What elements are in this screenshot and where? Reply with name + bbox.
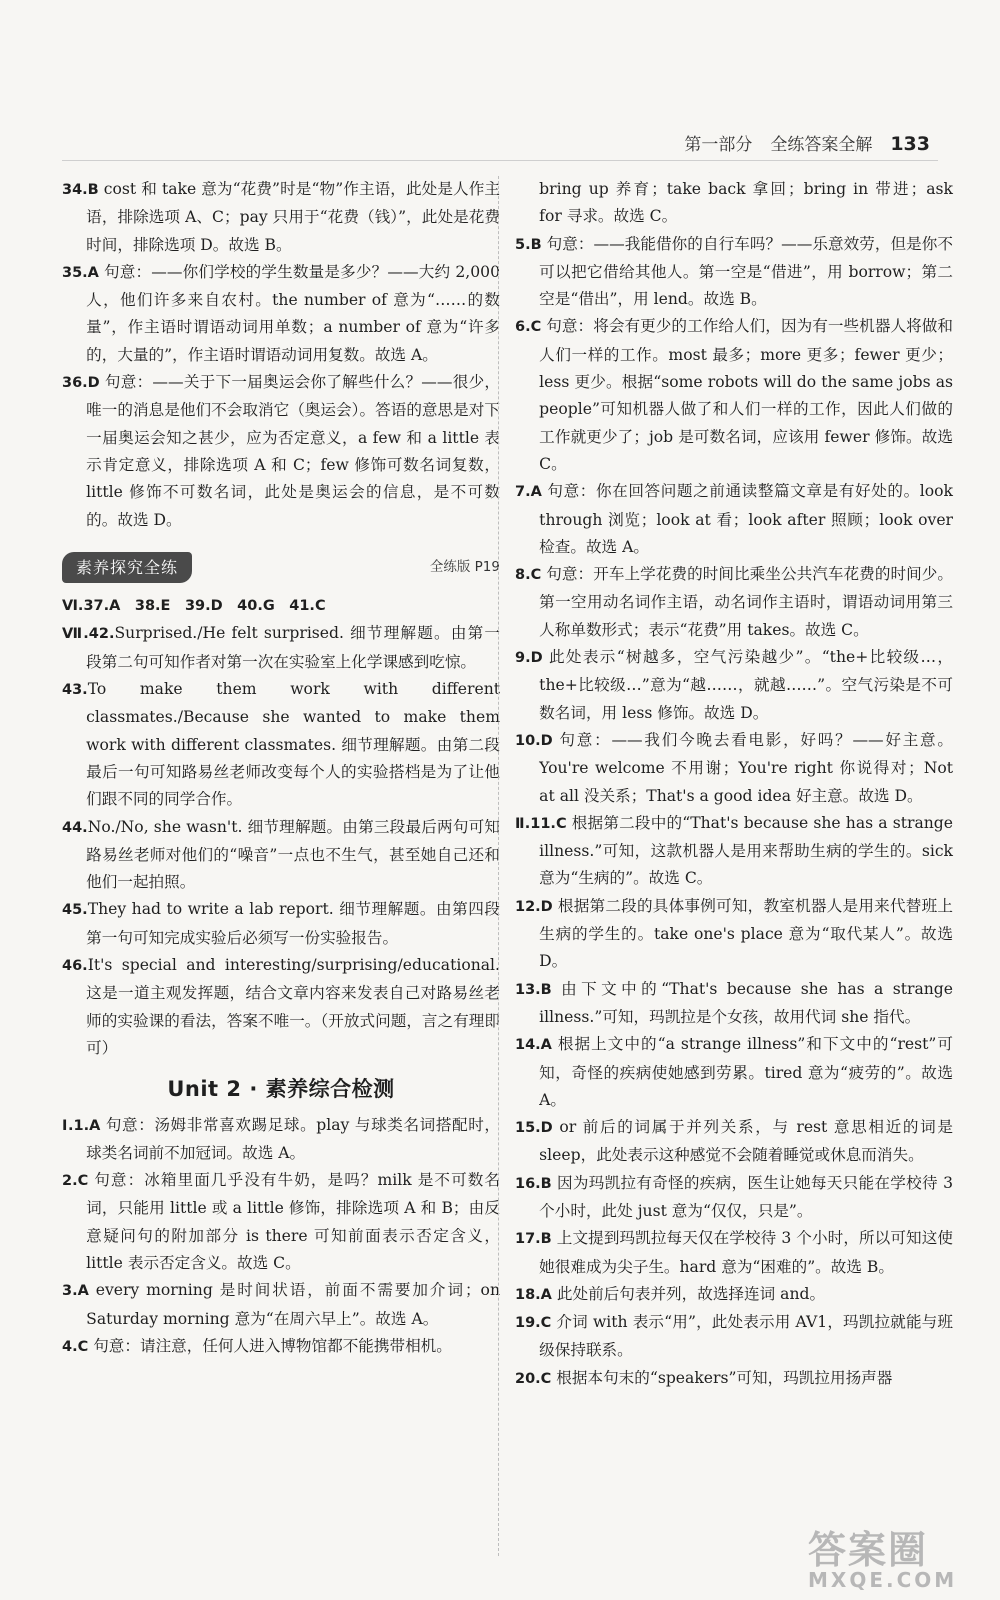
answer-item bbox=[515, 1309, 953, 1365]
answer-number: 43. bbox=[62, 682, 88, 699]
answer-text: It's special and interesting/surprising/educational. 这是一道主观发挥题，结合文章内容来发表自己对路易丝老师的实验课的看法，答案不唯一。（开放式问题，言之有理即可） bbox=[86, 956, 500, 1057]
answer-number: 5.B bbox=[515, 236, 542, 253]
answer-item bbox=[62, 620, 500, 676]
answer-text: No./No, she wasn't. 细节理解题。由第三段最后两句可知路易丝老师对他们的“噪音”一点也不生气，甚至她自己还和他们一起拍照。 bbox=[86, 817, 500, 892]
answer-number: Ⅱ.11.C bbox=[515, 815, 567, 832]
left-column bbox=[62, 176, 500, 1361]
unit-title: Unit 2 · 素养综合检测 bbox=[167, 1077, 395, 1102]
answer-text: 句意：——关于下一届奥运会你了解些什么？——很少，唯一的消息是他们不会取消它（奥运会）。答语的意思是对下一届奥运会知之甚少，应为否定意义，a few 和 a little 表示肯定意义，排除选项 A 和 C；few 修饰可数名词复数，little 修饰不可数名词，此处是奥运会的信息，是不可数的。故选 D。 bbox=[86, 373, 500, 529]
answer-text: They had to write a lab report. 细节理解题。由第四段第一句可知完成实验后必须写一份实验报告。 bbox=[86, 900, 500, 947]
answer-text: 根据第二段的具体事例可知，教室机器人是用来代替班上生病的学生的。take one's place 意为“取代某人”。故选 D。 bbox=[539, 896, 953, 971]
answer-number: 14.A bbox=[515, 1037, 552, 1054]
answer-text: 句意：——你们学校的学生数量是多少？——大约 2,000 人，他们许多来自农村。the number of 意为“……的数量”，作主语时谓语动词用单数；a number of 意为“许多的，大量的”，作主语时谓语动词用复数。故选 A。 bbox=[86, 262, 500, 364]
answer-item bbox=[62, 369, 500, 534]
answer-number: 19.C bbox=[515, 1315, 552, 1332]
answer-text: 句意：汤姆非常喜欢踢足球。play 与球类名词搭配时，球类名词前不加冠词。故选 A。 bbox=[86, 1115, 500, 1162]
answer-number: Ⅶ.42. bbox=[62, 626, 115, 643]
answer-number: 6.C bbox=[515, 319, 542, 336]
answer-text: 上文提到玛凯拉每天仅在学校待 3 个小时，所以可知这使她很难成为尖子生。hard 意为“困难的”。故选 B。 bbox=[539, 1229, 953, 1276]
answer-text: 此处前后句表并列，故选择连词 and。 bbox=[551, 1284, 826, 1303]
watermark-en: MXQE.COM bbox=[808, 1568, 958, 1592]
answer-item bbox=[515, 1365, 953, 1393]
answer-item bbox=[515, 231, 953, 314]
running-header-subtitle: 全练答案全解 bbox=[770, 135, 873, 155]
answer-number: 2.C bbox=[62, 1173, 89, 1190]
answer-item bbox=[62, 1333, 500, 1361]
answer-text: 句意：请注意，任何人进入博物馆都不能携带相机。 bbox=[88, 1336, 452, 1355]
answer-text: bring up 养育；take back 拿回；bring in 带进；ask for 寻求。故选 C。 bbox=[539, 180, 953, 226]
answer-number: 4.C bbox=[62, 1338, 89, 1355]
answer-number: 17.B bbox=[515, 1231, 552, 1248]
answer-number: 20.C bbox=[515, 1370, 552, 1387]
page-header bbox=[684, 130, 930, 155]
answer-number: 46. bbox=[62, 958, 88, 975]
answer-text: or 前后的词属于并列关系，与 rest 意思相近的词是 sleep，此处表示这种感觉不会随着睡觉或休息而消失。 bbox=[539, 1118, 953, 1165]
answer-number: Ⅰ.1.A bbox=[62, 1117, 101, 1134]
running-header-section: 第一部分 bbox=[684, 135, 753, 155]
answer-number: 10.D bbox=[515, 732, 553, 749]
watermark-logo bbox=[808, 1530, 976, 1590]
answer-text: Surprised./He felt surprised. 细节理解题。由第一段第二句可知作者对第一次在实验室上化学课感到吃惊。 bbox=[86, 624, 500, 671]
answer-item bbox=[62, 176, 500, 259]
answer-number: 9.D bbox=[515, 650, 543, 667]
answer-item bbox=[62, 676, 500, 813]
answer-item bbox=[62, 814, 500, 897]
left-answer-list-3 bbox=[62, 1112, 500, 1362]
answer-text: 句意：开车上学花费的时间比乘坐公共汽车花费的时间少。第一空用动名词作主语，动名词作主语时，谓语动词用第三人称单数形式；表示“花费”用 takes。故选 C。 bbox=[539, 565, 953, 639]
right-column bbox=[515, 176, 953, 1393]
answer-item bbox=[515, 1281, 953, 1309]
answer-item bbox=[515, 1031, 953, 1114]
answer-item bbox=[515, 727, 953, 810]
answer-item bbox=[515, 1225, 953, 1281]
header-rule bbox=[62, 160, 938, 161]
answer-text: 根据本句末的“speakers”可知，玛凯拉用扬声器 bbox=[551, 1368, 893, 1387]
answer-number: 34.B bbox=[62, 182, 99, 198]
section-banner bbox=[62, 552, 500, 583]
answer-number: 16.B bbox=[515, 1175, 552, 1192]
left-answer-list bbox=[62, 176, 500, 534]
answer-text: Ⅵ.37.A 38.E 39.D 40.G 41.C bbox=[62, 598, 326, 615]
answer-text: 介词 with 表示“用”，此处表示用 AV1，玛凯拉就能与班级保持联系。 bbox=[539, 1313, 953, 1360]
answer-text: cost 和 take 意为“花费”时是“物”作主语，此处是人作主语，排除选项 A、C；pay 只用于“花费（钱）”，此处是花费时间，排除选项 D。故选 B。 bbox=[86, 180, 500, 254]
answer-text: 因为玛凯拉有奇怪的疾病，医生让她每天只能在学校待 3 个小时，此处 just 意为“仅仅，只是”。 bbox=[539, 1173, 953, 1220]
answer-number: 12.D bbox=[515, 898, 553, 915]
answer-number: 45. bbox=[62, 902, 88, 919]
answer-number: 35.A bbox=[62, 264, 99, 281]
answer-number: 7.A bbox=[515, 484, 542, 501]
answer-number: 15.D bbox=[515, 1120, 553, 1137]
answer-item bbox=[515, 893, 953, 976]
right-answer-list bbox=[515, 176, 953, 1393]
answer-item bbox=[515, 976, 953, 1032]
answer-number: 18.A bbox=[515, 1286, 552, 1303]
answer-item bbox=[515, 1170, 953, 1226]
answer-text: 句意：——我能借你的自行车吗？——乐意效劳，但是你不可以把它借给其他人。第一空是“借进”，用 borrow；第二空是“借出”，用 lend。故选 B。 bbox=[539, 234, 953, 309]
answer-item bbox=[515, 176, 953, 231]
answer-text: 句意：冰箱里面几乎没有牛奶，是吗？milk 是不可数名词，只能用 little 或 a little 修饰，排除选项 A 和 B；由反意疑问句的附加部分 is there 可知前面表示否定含义，little 表示否定含义。故选 C。 bbox=[86, 1171, 500, 1272]
answer-item bbox=[515, 561, 953, 644]
answer-text: 由下文中的“That's because she has a strange illness.”可知，玛凯拉是个女孩，故用代词 she 指代。 bbox=[539, 979, 953, 1026]
answer-text: 句意：——我们今晚去看电影，好吗？——好主意。You're welcome 不用谢；You're right 你说得对；Not at all 没关系；That's a good idea 好主意。故选 D。 bbox=[539, 730, 953, 805]
answer-item bbox=[515, 1114, 953, 1170]
answer-text: 句意：你在回答问题之前通读整篇文章是有好处的。look through 浏览；look at 看；look after 照顾；look over 检查。故选 A。 bbox=[539, 482, 953, 556]
answer-item bbox=[515, 644, 953, 727]
page-number: 133 bbox=[890, 133, 930, 155]
answer-item bbox=[62, 1277, 500, 1333]
answer-number: 44. bbox=[62, 819, 88, 836]
answer-item bbox=[62, 259, 500, 369]
answer-item bbox=[62, 952, 500, 1062]
answer-number: 3.A bbox=[62, 1283, 89, 1300]
answer-text: 根据第二段中的“That's because she has a strange illness.”可知，这款机器人是用来帮助生病的学生的。sick 意为“生病的”。故选 C。 bbox=[539, 813, 953, 888]
answer-text: 根据上文中的“a strange illness”和下文中的“rest”可知，奇怪的疾病使她感到劳累。tired 意为“疲劳的”。故选 A。 bbox=[539, 1035, 953, 1109]
column-divider bbox=[498, 176, 499, 1556]
left-answer-list-2 bbox=[62, 593, 500, 1062]
answer-item bbox=[515, 313, 953, 478]
answer-item bbox=[515, 810, 953, 893]
answer-text: every morning 是时间状语，前面不需要加介词；on Saturday morning 意为“在周六早上”。故选 A。 bbox=[86, 1281, 500, 1328]
answer-item bbox=[62, 896, 500, 952]
answer-text: 此处表示“树越多，空气污染越少”。“the+比较级…，the+比较级…”意为“越……，就越……”。空气污染是不可数名词，用 less 修饰。故选 D。 bbox=[539, 648, 953, 722]
section-banner-ref: 全练版 P19 bbox=[429, 558, 500, 575]
section-banner-label: 素养探究全练 bbox=[62, 552, 192, 583]
answer-number: 36.D bbox=[62, 375, 100, 392]
answer-text: To make them work with different classmates./Because she wanted to make them work with different classmates. 细节理解题。由第二段最后一句可知路易丝老师改变每个人的实验搭档是为了让他们跟不同的同学合作。 bbox=[86, 680, 500, 809]
watermark-cn: 答案圈 bbox=[808, 1528, 929, 1572]
answer-item bbox=[62, 593, 500, 620]
answer-item bbox=[515, 478, 953, 561]
answer-number: 13.B bbox=[515, 981, 552, 998]
answer-number: 8.C bbox=[515, 567, 542, 584]
answer-text: 句意：将会有更少的工作给人们，因为有一些机器人将做和人们一样的工作。most 最多；more 更多；fewer 更少；less 更少。根据“some robots will do the same jobs as people”可知机器人做了和人们一样的工作，因此人们做的工作就更少了；job 是可数名词，应该用 fewer 修饰。故选 C。 bbox=[539, 317, 953, 473]
answer-item bbox=[62, 1167, 500, 1277]
answer-item bbox=[62, 1112, 500, 1168]
